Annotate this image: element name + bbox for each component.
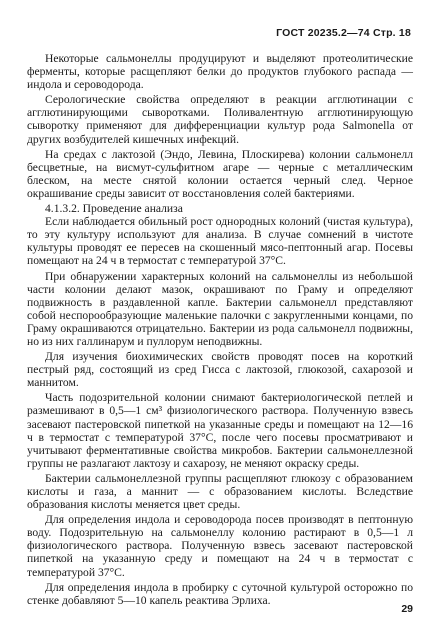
paragraph: Серологические свойства определяют в реакции агглютинации с агглютинирующими сыворотками. Поливалентную агглютинирующую сыворотку применяют для дифференциации культур рода Salmonella от других возбудителей кишечных инфекций. [27, 93, 413, 146]
page-number: 29 [401, 603, 413, 615]
section-heading: 4.1.3.2. Проведение анализа [45, 202, 183, 216]
document-body [27, 52, 413, 609]
paragraph: Если наблюдается обильный рост однородных колоний (чистая культура), то эту культуру используют для анализа. В случае сомнений в чистоте культуры проводят ее пересев на скошенный мясо-пептонный агар. Посевы помещают на 24 ч в термостат с температурой 37°С. [27, 215, 413, 268]
paragraph: Некоторые сальмонеллы продуцируют и выделяют протеолитические ферменты, которые расщепляют белки до продуктов глубокого распада — индола и сероводорода. [27, 52, 413, 92]
paragraph: При обнаружении характерных колоний на сальмонеллы из небольшой части колонии делают мазок, окрашивают по Граму и определяют подвижность в раздавленной капле. Бактерии сальмонелл представляют собой неспорообразующие маленькие палочки с закругленными концами, по Граму окрашиваются отрицательно. Бактерии из рода сальмонелл подвижны, но из них галлинарум и пуллорум неподвижны. [27, 269, 413, 348]
paragraph: Для определения индола и сероводорода посев производят в пептонную воду. Подозрительную на сальмонеллу колонию растирают в 0,5—1 л физиологического раствора. Полученную взвесь засевают пастеровской пипеткой на указанную среду и помещают на 24 ч в термостат с температурой 37°С. [27, 513, 413, 579]
page-header: ГОСТ 20235.2—74 Стр. 18 [276, 27, 411, 39]
paragraph: Часть подозрительной колонии снимают бактериологической петлей и размешивают в 0,5—1 см³ физиологического раствора. Полученную взвесь засевают пастеровской пипеткой на указанные среды и помещают на 12—16 ч в термостат с температурой 37°С, после чего посевы просматривают и учитывают ферментативные свойства микробов. Бактерии сальмонеллезной группы не разлагают лактозу и сахарозу, не меняют окраску среды. [27, 391, 413, 470]
paragraph: Для определения индола в пробирку с суточной культурой осторожно по стенке добавляют 5—10 капель реактива Эрлиха. [27, 580, 413, 607]
paragraph: На средах с лактозой (Эндо, Левина, Плоскирева) колонии сальмонелл бесцветные, на висмут-сульфитном агаре — черные с металлическим блеском, на месте снятой колонии остается черный след. Черное окрашивание среды зависит от восстановления солей бактериями. [27, 147, 413, 200]
paragraph: Бактерии сальмонеллезной группы расщепляют глюкозу с образованием кислоты и газа, а маннит — с образованием кислоты. Вследствие образования кислоты меняется цвет среды. [27, 471, 413, 512]
paragraph: Для изучения биохимических свойств проводят посев на короткий пестрый ряд, состоящий из сред Гисса с лактозой, глюкозой, сахарозой и маннитом. [27, 350, 413, 390]
